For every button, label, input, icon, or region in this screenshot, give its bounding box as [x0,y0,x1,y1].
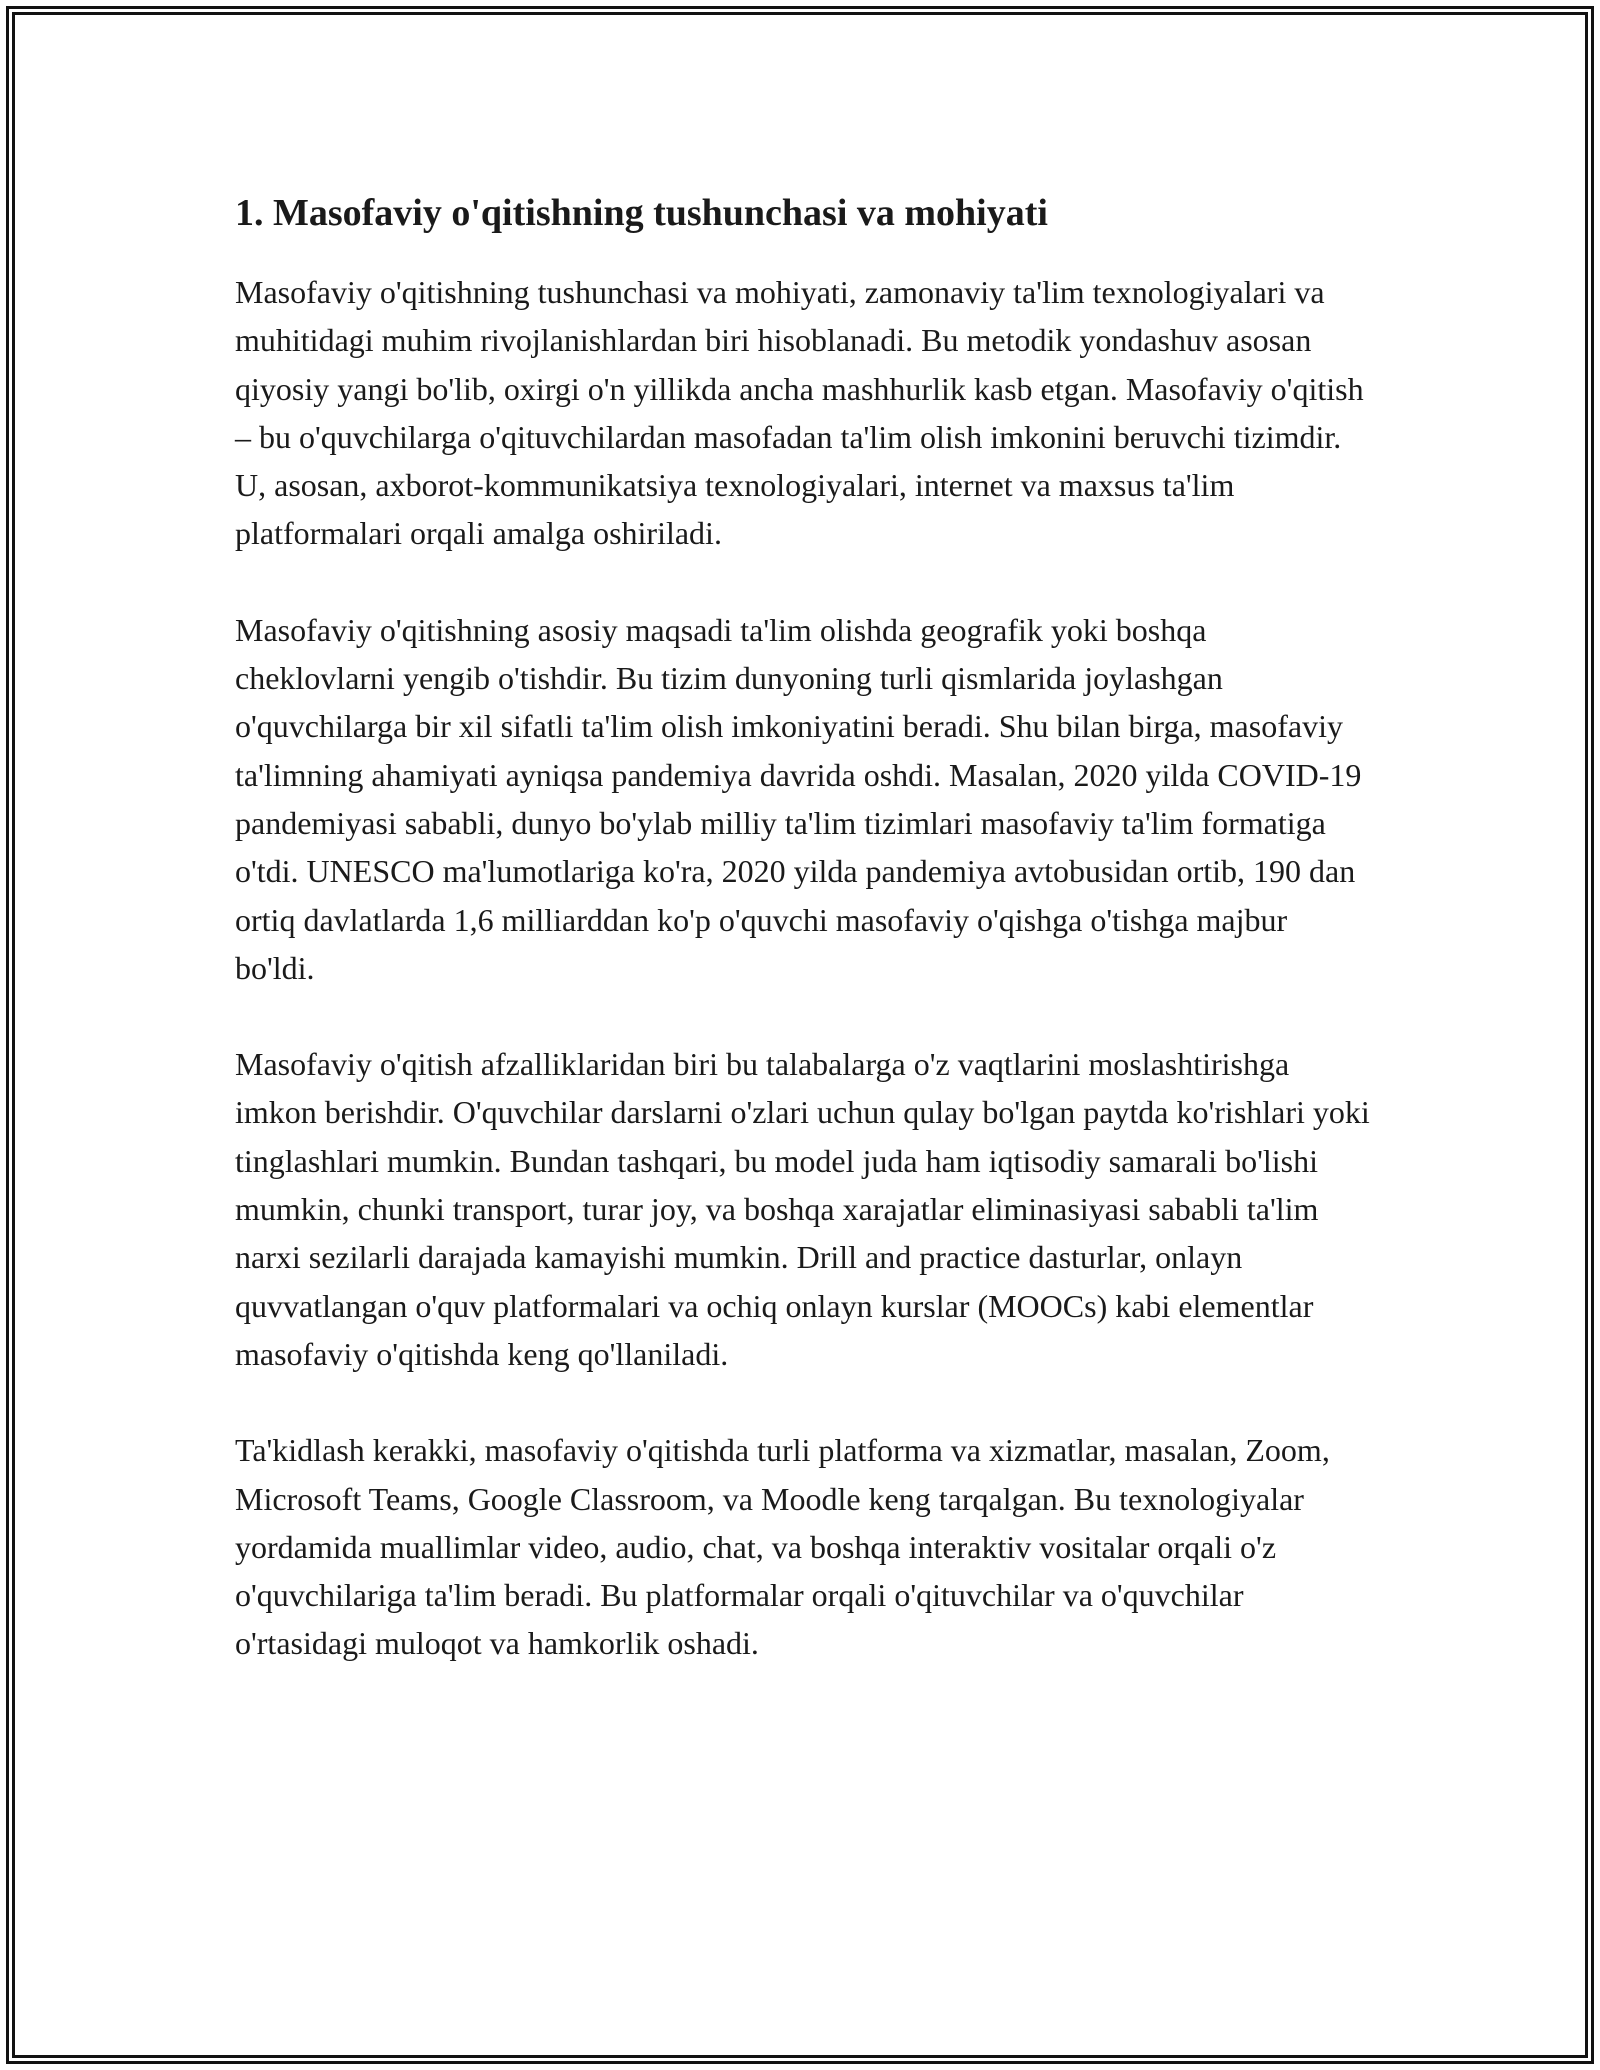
document-body [235,186,1370,1716]
paragraph-4: Ta'kidlash kerakki, masofaviy o'qitishda turli platforma va xizmatlar, masalan, Zoom, Microsoft Teams, Google Classroom, va Moodle keng tarqalgan. Bu texnologiyalar yordamida muallimlar video, audio, chat, va boshqa interaktiv vositalar orqali o'z o'quvchilariga ta'lim beradi. Bu platformalar orqali o'qituvchilar va o'quvchilar o'rtasidagi muloqot va hamkorlik oshadi. [235,1432,1330,1662]
paragraph-1: Masofaviy o'qitishning tushunchasi va mohiyati, zamonaviy ta'lim texnologiyalari va muhitidagi muhim rivojlanishlardan biri hisoblanadi. Bu metodik yondashuv asosan qiyosiy yangi bo'lib, oxirgi o'n yillikda ancha mashhurlik kasb etgan. Masofaviy o'qitish – bu o'quvchilarga o'qituvchilardan masofadan ta'lim olish imkonini beruvchi tizimdir. U, asosan, axborot-kommunikatsiya texnologiyalari, internet va maxsus ta'lim platformalari orqali amalga oshiriladi. [235,274,1364,552]
section-heading: 1. Masofaviy o'qitishning tushunchasi va mohiyati [235,192,1048,234]
paragraph-2: Masofaviy o'qitishning asosiy maqsadi ta'lim olishda geografik yoki boshqa cheklovlarni yengib o'tishdir. Bu tizim dunyoning turli qismlarida joylashgan o'quvchilarga bir xil sifatli ta'lim olish imkoniyatini beradi. Shu bilan birga, masofaviy ta'limning ahamiyati ayniqsa pandemiya davrida oshdi. Masalan, 2020 yilda COVID-19 pandemiyasi sababli, dunyo bo'ylab milliy ta'lim tizimlari masofaviy ta'lim formatiga o'tdi. UNESCO ma'lumotlariga ko'ra, 2020 yilda pandemiya avtobusidan ortib, 190 dan ortiq davlatlarda 1,6 milliarddan ko'p o'quvchi masofaviy o'qishga o'tishga majbur bo'ldi. [235,611,1362,986]
paragraph-3: Masofaviy o'qitish afzalliklaridan biri bu talabalarga o'z vaqtlarini moslashtirishga imkon berishdir. O'quvchilar darslarni o'zlari uchun qulay bo'lgan paytda ko'rishlari yoki tinglashlari mumkin. Bundan tashqari, bu model juda ham iqtisodiy samarali bo'lishi mumkin, chunki transport, turar joy, va boshqa xarajatlar eliminasiyasi sababli ta'lim narxi sezilarli darajada kamayishi mumkin. Drill and practice dasturlar, onlayn quvvatlangan o'quv platformalari va ochiq onlayn kurslar (MOOCs) kabi elementlar masofaviy o'qitishda keng qo'llaniladi. [235,1046,1370,1372]
